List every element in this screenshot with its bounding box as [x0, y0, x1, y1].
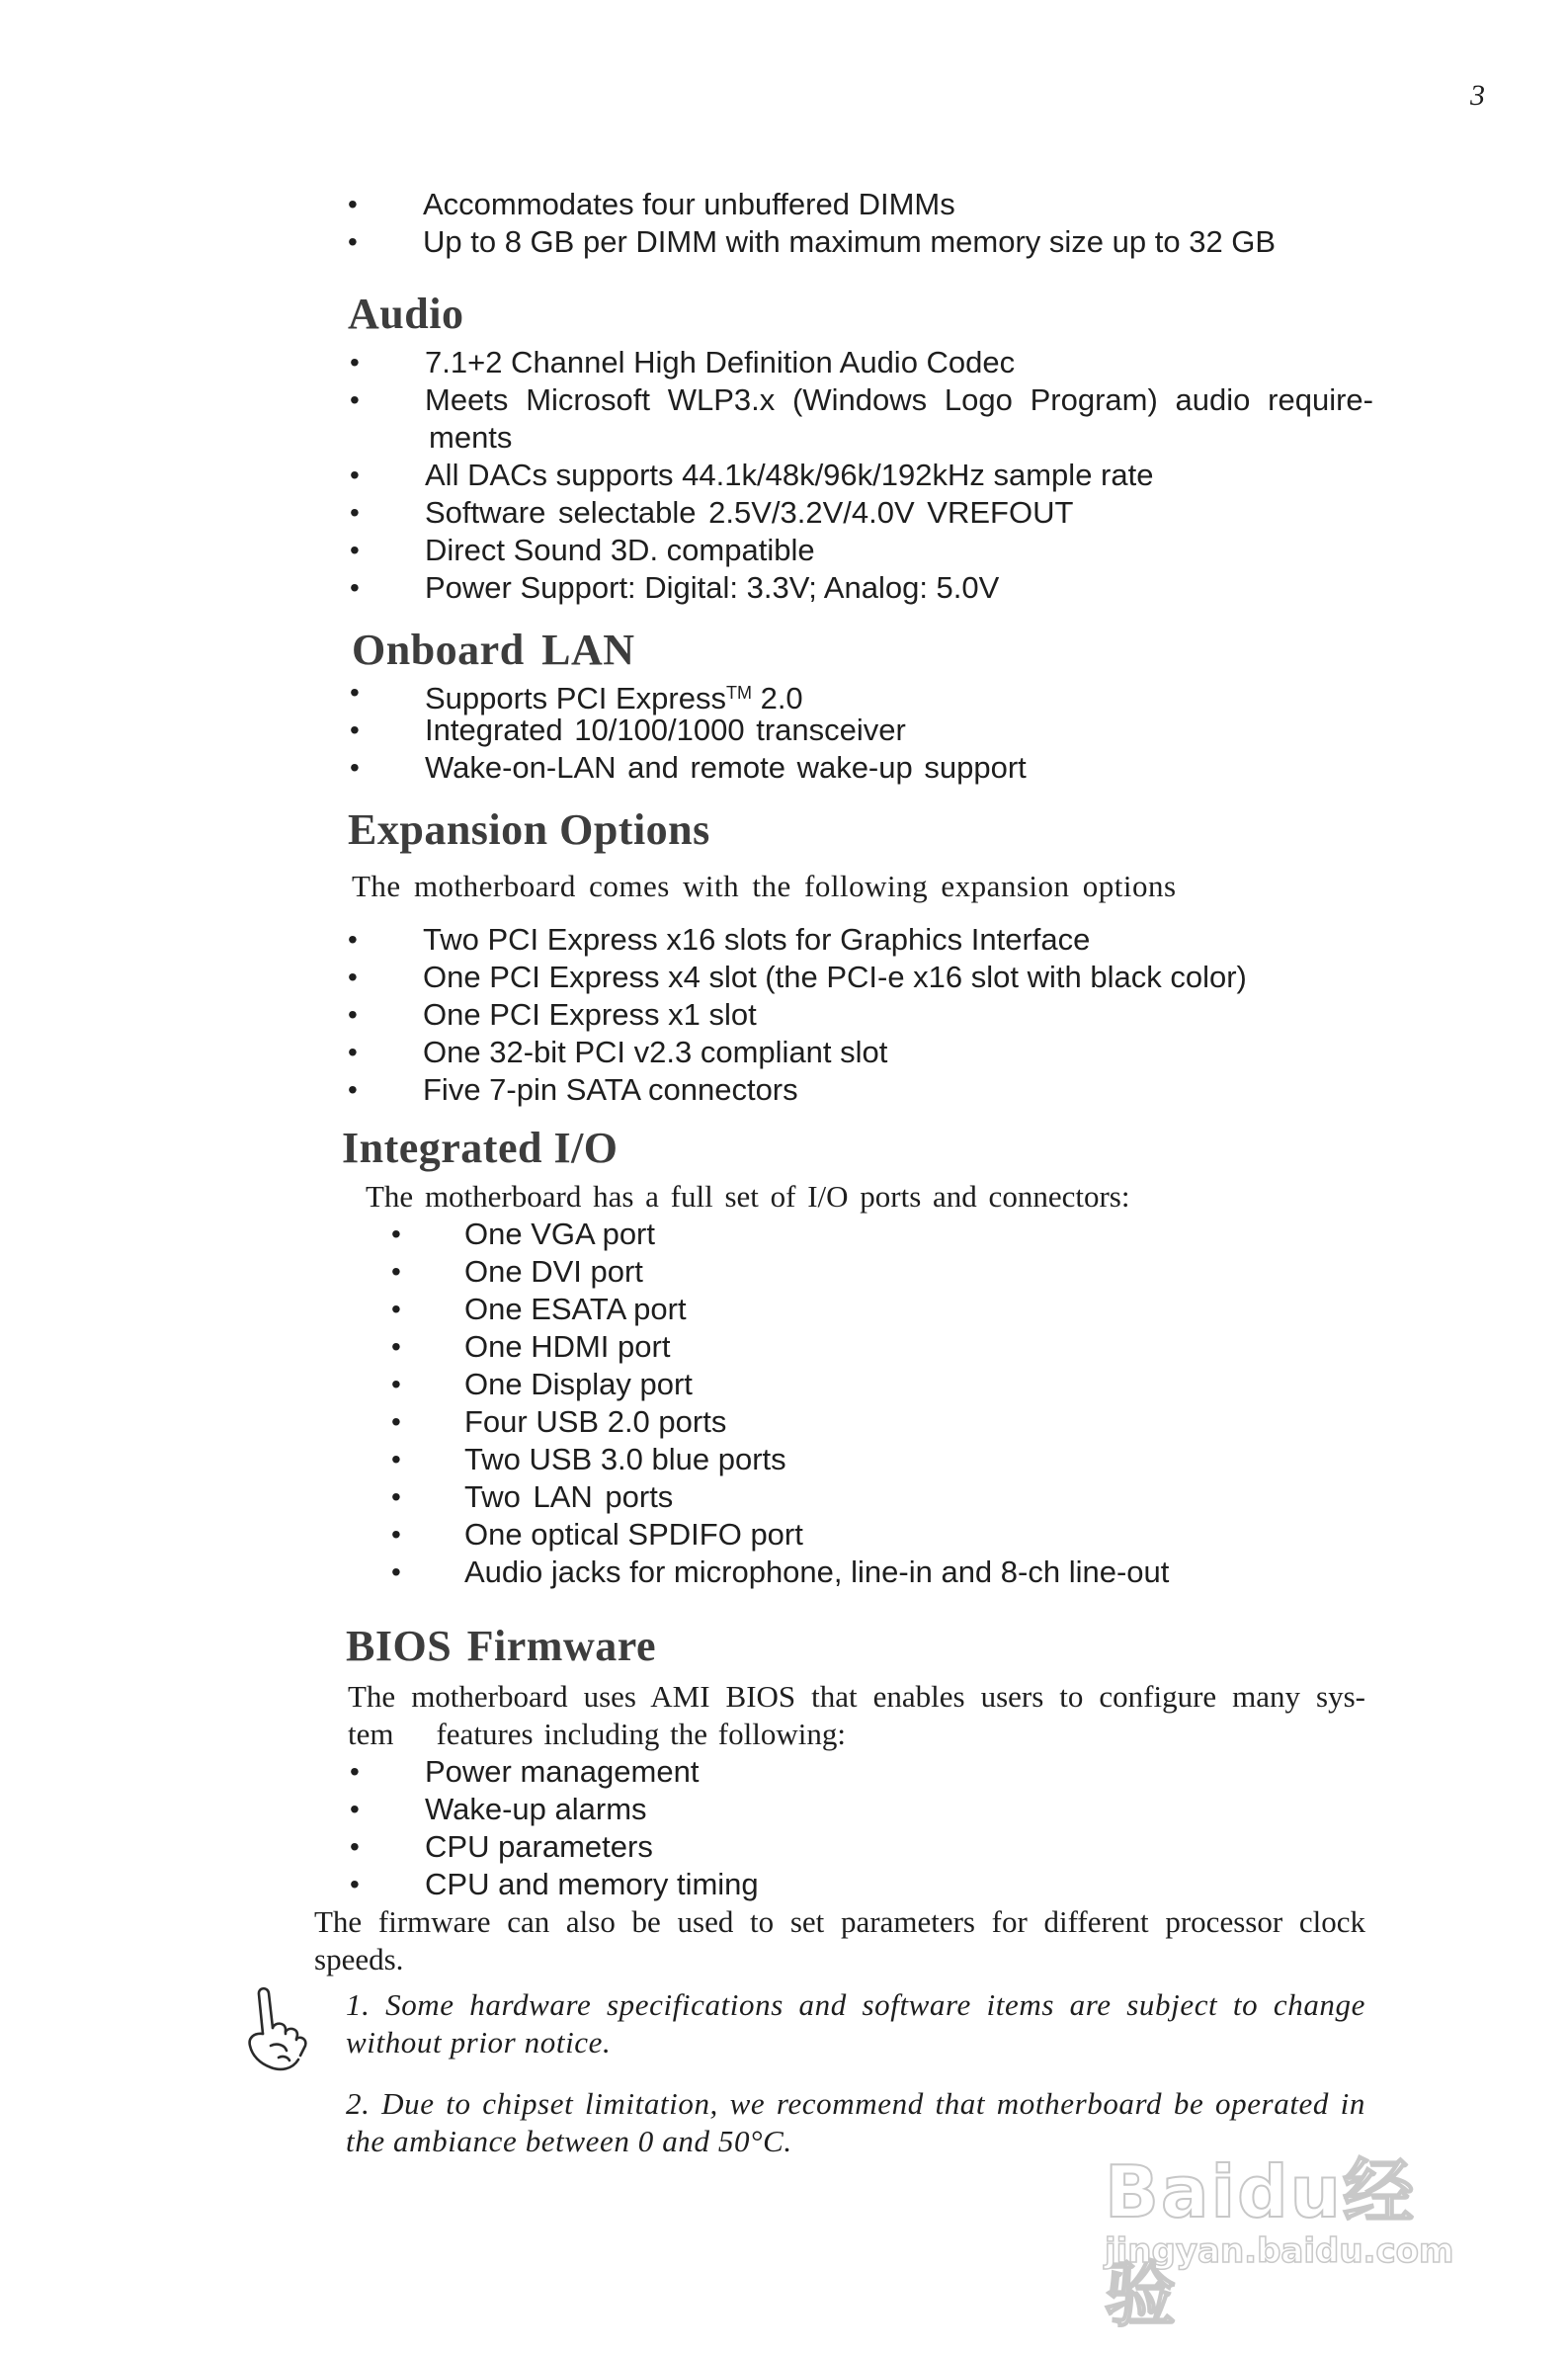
note-line: the ambiance between 0 and 50°C. — [346, 2124, 792, 2158]
bullet-icon: • — [350, 572, 360, 603]
list-item: Four USB 2.0 ports — [464, 1404, 727, 1439]
bullet-icon: • — [348, 962, 358, 992]
watermark — [1105, 2135, 1480, 2336]
list-item: CPU and memory timing — [425, 1867, 759, 1901]
bullet-icon: • — [350, 677, 360, 708]
bullet-icon: • — [350, 460, 360, 490]
bullet-icon: • — [348, 1074, 358, 1105]
bullet-icon: • — [391, 1331, 401, 1362]
bullet-icon: • — [391, 1369, 401, 1399]
pointing-hand-icon — [241, 1982, 316, 2077]
list-item: Two PCI Express x16 slots for Graphics Interface — [423, 922, 1091, 957]
list-item: Wake-on-LAN and remote wake-up support — [425, 750, 1027, 785]
note-line: without prior notice. — [346, 2025, 612, 2059]
section-intro: The motherboard comes with the following expansion options — [352, 869, 1177, 903]
bullet-icon: • — [348, 226, 358, 257]
section-heading-io: Integrated I/O — [342, 1124, 619, 1172]
list-item-text-suffix: 2.0 — [751, 681, 803, 715]
bullet-icon: • — [350, 384, 360, 415]
note-line: 2. Due to chipset limitation, we recommend that motherboard be operated in — [346, 2086, 1365, 2121]
list-item: Up to 8 GB per DIMM with maximum memory size up to 32 GB — [423, 224, 1277, 259]
bullet-icon: • — [350, 535, 360, 565]
bullet-icon: • — [391, 1556, 401, 1587]
list-item: Meets Microsoft WLP3.x (Windows Logo Program) audio require- — [425, 382, 1373, 417]
bullet-icon: • — [350, 347, 360, 378]
section-heading-bios: BIOS Firmware — [346, 1622, 656, 1670]
list-item: One PCI Express x1 slot — [423, 997, 757, 1032]
list-item: Accommodates four unbuffered DIMMs — [423, 187, 955, 221]
list-item: One VGA port — [464, 1217, 655, 1251]
list-item-continuation: ments — [429, 420, 513, 455]
bullet-icon: • — [391, 1256, 401, 1287]
list-item: Power management — [425, 1754, 700, 1789]
section-outro-line: The firmware can also be used to set parameters for different processor clock — [314, 1904, 1365, 1939]
section-outro-line: speeds. — [314, 1942, 404, 1976]
list-item: Five 7-pin SATA connectors — [423, 1072, 798, 1107]
section-intro-line: The motherboard uses AMI BIOS that enables users to configure many sys- — [348, 1679, 1365, 1714]
bullet-icon: • — [350, 1756, 360, 1787]
section-heading-lan: Onboard LAN — [352, 626, 635, 674]
page-number: 3 — [1470, 79, 1485, 112]
list-item: Audio jacks for microphone, line-in and 8-ch line-out — [464, 1555, 1170, 1589]
list-item: Two LAN ports — [464, 1479, 674, 1514]
list-item: All DACs supports 44.1k/48k/96k/192kHz sample rate — [425, 458, 1154, 492]
bullet-icon: • — [350, 1831, 360, 1862]
list-item-text: Supports PCI Express — [425, 681, 726, 715]
bullet-icon: • — [391, 1519, 401, 1550]
list-item: One DVI port — [464, 1254, 643, 1289]
list-item: Power Support: Digital: 3.3V; Analog: 5.0V — [425, 570, 1000, 605]
list-item: 7.1+2 Channel High Definition Audio Codec — [425, 345, 1016, 379]
list-item: CPU parameters — [425, 1829, 653, 1864]
list-item: One ESATA port — [464, 1292, 687, 1326]
bullet-icon: • — [348, 189, 358, 219]
bullet-icon: • — [350, 1869, 360, 1899]
bullet-icon: • — [348, 999, 358, 1030]
bullet-icon: • — [391, 1406, 401, 1437]
list-item: Direct Sound 3D. compatible — [425, 533, 815, 567]
list-item: One PCI Express x4 slot (the PCI-e x16 slot with black color) — [423, 960, 1247, 994]
bullet-icon: • — [350, 497, 360, 528]
list-item: Two USB 3.0 blue ports — [464, 1442, 786, 1476]
bullet-icon: • — [350, 1794, 360, 1824]
list-item: Wake-up alarms — [425, 1792, 647, 1826]
list-item: Software selectable 2.5V/3.2V/4.0V VREFOUT — [425, 495, 1074, 530]
bullet-icon: • — [348, 1037, 358, 1067]
list-item: One Display port — [464, 1367, 693, 1401]
bullet-icon: • — [350, 714, 360, 745]
bullet-icon: • — [350, 752, 360, 783]
watermark-logo: Baidu经验 — [1105, 2150, 1416, 2336]
section-heading-expansion: Expansion Options — [348, 805, 710, 854]
list-item: One 32-bit PCI v2.3 compliant slot — [423, 1035, 888, 1069]
bullet-icon: • — [391, 1481, 401, 1512]
section-intro: The motherboard has a full set of I/O ports and connectors: — [366, 1179, 1130, 1214]
list-item: One HDMI port — [464, 1329, 671, 1364]
section-intro-line: tem features including the following: — [348, 1717, 846, 1751]
bullet-icon: • — [391, 1219, 401, 1249]
list-item: One optical SPDIFO port — [464, 1517, 803, 1552]
note-line: 1. Some hardware specifications and software items are subject to change — [346, 1987, 1365, 2022]
bullet-icon: • — [391, 1444, 401, 1474]
list-item: Integrated 10/100/1000 transceiver — [425, 713, 906, 747]
watermark-url: jingyan.baidu.com — [1105, 2231, 1454, 2271]
trademark-mark: TM — [725, 683, 752, 703]
bullet-icon: • — [348, 924, 358, 955]
section-heading-audio: Audio — [348, 290, 464, 338]
bullet-icon: • — [391, 1294, 401, 1324]
